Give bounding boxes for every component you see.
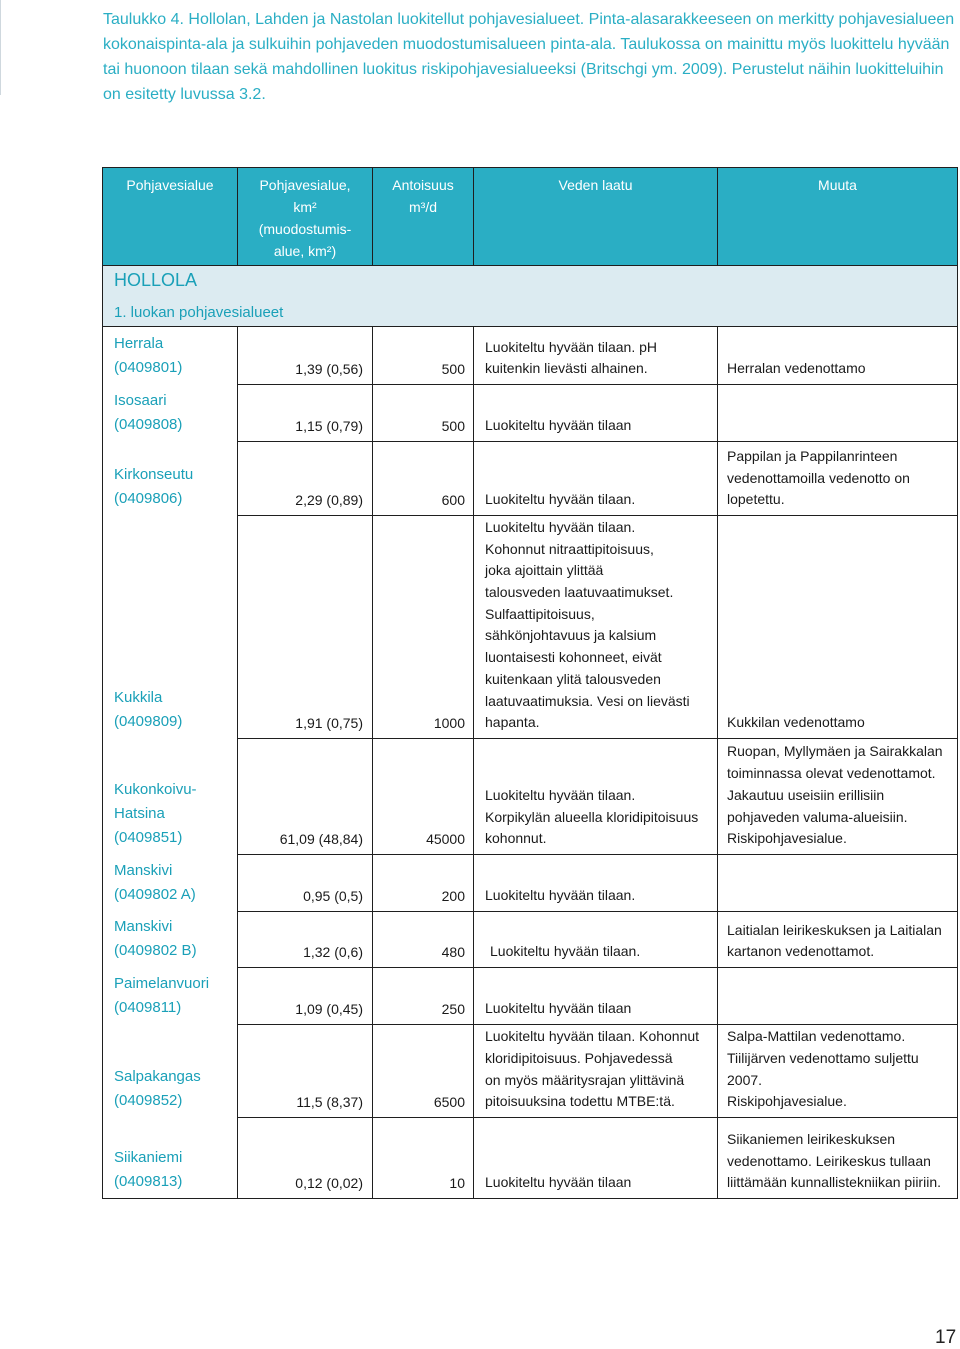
row-area: 1,39 (0,56) (295, 361, 363, 377)
table-row (103, 384, 959, 441)
row-name: Isosaari (0409808) (114, 392, 183, 433)
header-col2-line3: (muodostumis- (258, 221, 352, 237)
row-quality: Luokiteltu hyvään tilaan. Kohonnut nitraattipitoisuus, joka ajoittain ylittää talousveden laatuvaatimukset. Sulfaattipitoisuus, sähkönjohtavuus ja kalsium luontaisesti kohonneet, eivät kuitenkaan ylitä talousveden laatuvaatimuksia. Vesi on lievästi hapanta. (485, 518, 690, 731)
row-quality: Luokiteltu hyvään tilaan. (485, 491, 636, 508)
row-other: Salpa-Mattilan vedenottamo. Tiilijärven vedenottamo suljettu 2007. Riskipohjavesialue. (727, 1028, 919, 1110)
page-number: 17 (935, 1327, 957, 1348)
row-other: Siikaniemen leirikeskuksen vedenottamo. Leirikeskus tullaan liittämään kunnallistekniikan piiriin. (727, 1130, 941, 1191)
header-col5-label: Muuta (818, 177, 857, 193)
row-area: 1,09 (0,45) (295, 1001, 363, 1017)
table-row (103, 911, 959, 967)
row-other: Laitialan leirikeskuksen ja Laitialan kartanon vedenottamot. (727, 921, 942, 960)
row-area: 1,15 (0,79) (295, 418, 363, 434)
row-area: 2,29 (0,89) (295, 492, 363, 508)
row-area: 1,32 (0,6) (303, 944, 363, 960)
row-other: Kukkilan vedenottamo (727, 714, 865, 731)
header-area-km2 (238, 168, 372, 265)
row-separator (237, 967, 957, 968)
table-row (103, 1024, 959, 1117)
table-row (103, 967, 959, 1024)
table-row (103, 1117, 959, 1198)
header-groundwater-area (103, 168, 237, 265)
row-yield: 6500 (433, 1094, 465, 1110)
row-yield: 10 (449, 1175, 465, 1191)
table-row (103, 327, 959, 384)
header-col1-label: Pohjavesialue (126, 177, 214, 193)
row-yield: 45000 (426, 831, 465, 847)
row-separator (237, 854, 957, 855)
table-row (103, 441, 959, 515)
header-other (718, 168, 957, 265)
row-name: Siikaniemi (0409813) (114, 1149, 183, 1190)
row-yield: 600 (441, 492, 465, 508)
section-class-1 (102, 297, 958, 327)
class-heading: 1. luokan pohjavesialueet (114, 304, 284, 321)
row-area: 11,5 (8,37) (296, 1094, 363, 1110)
column-separator (717, 327, 718, 1198)
row-separator (237, 738, 957, 739)
row-yield: 500 (441, 361, 465, 377)
row-separator (237, 441, 957, 442)
groundwater-table (102, 167, 958, 1199)
table-header (102, 167, 958, 266)
table-body (102, 327, 958, 1199)
row-quality: Luokiteltu hyvään tilaan (485, 417, 632, 434)
row-quality: Luokiteltu hyvään tilaan. (485, 887, 636, 904)
header-water-quality (474, 168, 717, 265)
row-name: Salpakangas (0409852) (114, 1068, 201, 1109)
row-name: Manskivi (0409802 B) (114, 918, 197, 959)
row-name: Paimelanvuori (0409811) (114, 975, 210, 1016)
row-area: 61,09 (48,84) (279, 831, 363, 847)
row-other: Pappilan ja Pappilanrinteen vedenottamoilla vedenotto on lopetettu. (727, 447, 910, 508)
table-row (103, 515, 959, 738)
row-name: Kukonkoivu- Hatsina (0409851) (114, 781, 197, 846)
header-yield (373, 168, 473, 265)
row-other: Ruopan, Myllymäen ja Sairakkalan toiminnassa olevat vedenottamot. Jakautuu useisiin erillisiin pohjaveden valuma-alueisiin. Riskipohjavesialue. (727, 743, 943, 847)
row-name: Kirkonseutu (0409806) (114, 466, 194, 507)
row-quality: Luokiteltu hyvään tilaan (485, 1000, 632, 1017)
row-separator (237, 911, 957, 912)
row-separator (237, 1117, 957, 1118)
row-yield: 250 (441, 1001, 465, 1017)
row-yield: 500 (441, 418, 465, 434)
table-caption: Taulukko 4. Hollolan, Lahden ja Nastolan luokitellut pohjavesialueet. Pinta-alasarakkeeseen on merkitty pohjavesialueen kokonaispinta-ala ja sulkuihin pohjaveden muodostumisalueen pinta-ala. Taulukossa on mainittu myös luokittelu hyvään tai huonoon tilaan sekä mahdollinen luokitus riskipohjavesialueeksi (Britschgi ym. 2009). Perustelut näihin luokitteluihin on esitetty luvussa 3.2. (103, 11, 955, 103)
row-area: 0,12 (0,02) (295, 1175, 363, 1191)
row-separator (237, 515, 957, 516)
row-separator (237, 1024, 957, 1025)
header-col2-line4: alue, km²) (273, 243, 337, 259)
row-quality: Luokiteltu hyvään tilaan. Korpikylän alueella kloridipitoisuus kohonnut. (485, 786, 699, 847)
header-col2-line2: km² (293, 199, 317, 215)
row-other: Herralan vedenottamo (727, 360, 866, 377)
header-col3-line1: Antoisuus (392, 177, 454, 193)
column-separator (473, 327, 474, 1198)
row-name: Manskivi (0409802 A) (114, 862, 196, 903)
row-area: 0,95 (0,5) (303, 888, 363, 904)
row-quality: Luokiteltu hyvään tilaan. (490, 943, 641, 960)
section-title: HOLLOLA (114, 270, 198, 290)
table-row (103, 738, 959, 854)
row-separator (237, 384, 957, 385)
row-quality: Luokiteltu hyvään tilaan. pH kuitenkin lievästi alhainen. (485, 338, 657, 377)
row-yield: 200 (441, 888, 465, 904)
header-col4-label: Veden laatu (558, 177, 633, 193)
section-hollola (102, 266, 958, 297)
row-yield: 480 (441, 944, 465, 960)
row-yield: 1000 (433, 715, 465, 731)
table-row (103, 854, 959, 911)
row-name: Herrala (0409801) (114, 335, 183, 376)
page-edge-rule (0, 0, 1, 95)
header-col2-line1: Pohjavesialue, (259, 177, 351, 193)
header-col3-line2: m³/d (409, 199, 437, 215)
row-area: 1,91 (0,75) (295, 715, 363, 731)
row-quality: Luokiteltu hyvään tilaan (485, 1174, 632, 1191)
row-quality: Luokiteltu hyvään tilaan. Kohonnut kloridipitoisuus. Pohjavedessä on myös määritysrajan ylittävinä pitoisuuksina todettu MTBE:tä. (485, 1028, 700, 1110)
row-name: Kukkila (0409809) (114, 689, 183, 730)
column-separator (237, 327, 238, 1198)
column-separator (372, 327, 373, 1198)
